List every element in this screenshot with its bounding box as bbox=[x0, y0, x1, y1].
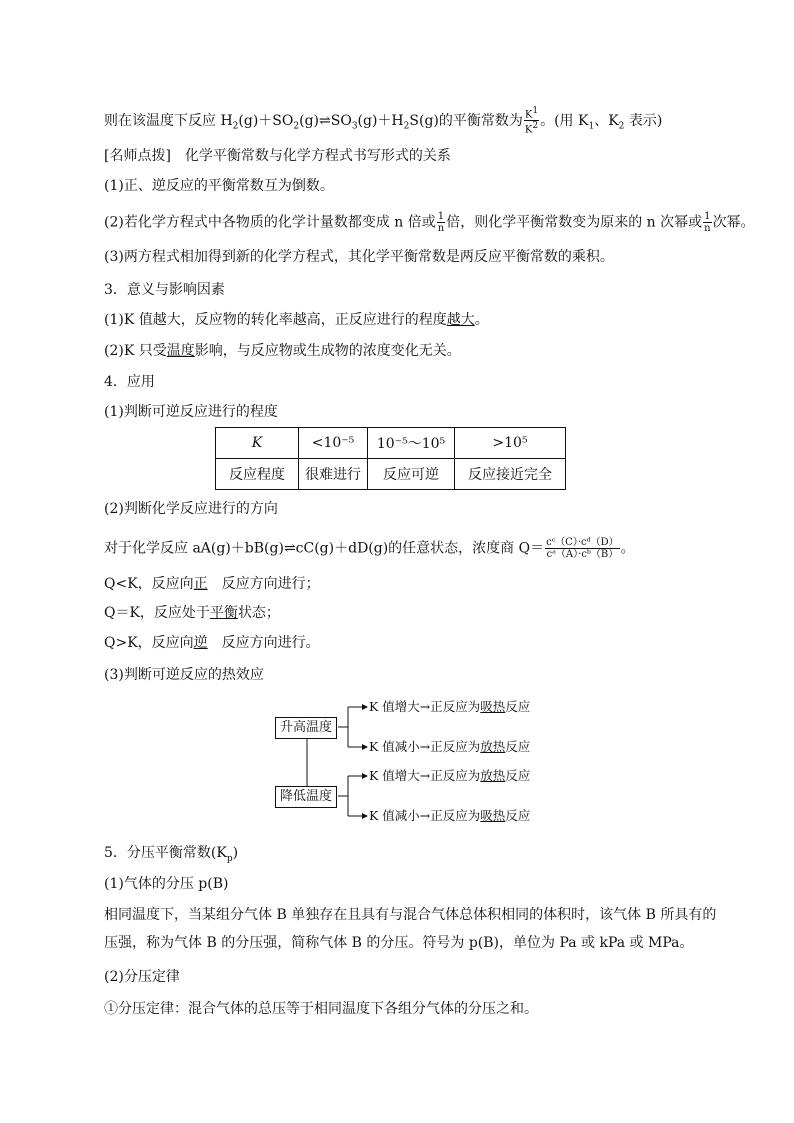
partial-pressure-2: (2)分压定律 bbox=[104, 969, 180, 985]
equilibrium-constant-line: 则在该温度下反应 $H_2(g)+SO_2(g)\rightleftharpoons SO_3(g)+H_2S(g)$的平衡常数为 $\frac{K1}{K2}$ 。(用 $K_1$、$K_2$ 表示) bbox=[104, 106, 663, 136]
section-5-heading: 5．分压平衡常数$(K_p)$ bbox=[104, 845, 239, 864]
concentration-quotient-line: 对于化学反应 aA(g)＋bB(g)⇌cC(g)＋dD(g)的任意状态，浓度商 Q＝ $\frac{\text{cᶜ（C）·cᵈ（D）}}{\text{cᵃ（A）·cᵇ（B）}}$ 。 bbox=[104, 537, 635, 560]
rule-3: (3)两方程式相加得到新的化学方程式，其化学平衡常数是两反应平衡常数的乘积。 bbox=[104, 249, 614, 265]
partial-pressure-law: ①分压定律：混合气体的总压等于相同温度下各组分气体的分压之和。 bbox=[104, 1001, 538, 1017]
direction-1: Q<K，反应向正 反应方向进行； bbox=[104, 576, 320, 592]
branch-3: K 值增大→正反应为放热反应 bbox=[369, 768, 531, 783]
direction-3: Q>K，反应向逆 反应方向进行。 bbox=[104, 635, 320, 651]
quotient-fraction: $\frac{\text{cᶜ（C）·cᵈ（D）}}{\text{cᵃ（A）·cᵇ（B）}}$ bbox=[546, 537, 619, 560]
section-4-heading: 4．应用 bbox=[104, 374, 155, 390]
meaning-1: (1)K 值越大，反应物的转化率越高，正反应进行的程度越大。 bbox=[104, 312, 489, 328]
branch-4: K 值减小→正反应为吸热反应 bbox=[369, 808, 531, 823]
direction-2: Q＝K，反应处于平衡状态； bbox=[104, 605, 280, 621]
table-row: K <10⁻⁵ 10⁻⁵～10⁵ >10⁵ bbox=[216, 428, 566, 459]
application-2: (2)判断化学反应进行的方向 bbox=[104, 501, 278, 517]
branch-2: K 值减小→正反应为放热反应 bbox=[369, 739, 531, 754]
lower-temperature-box: 降低温度 bbox=[275, 786, 337, 808]
meaning-2: (2)K 只受温度影响，与反应物或生成物的浓度变化无关。 bbox=[104, 343, 461, 359]
table-row: 反应程度 很难进行 反应可逆 反应接近完全 bbox=[216, 459, 566, 490]
reversible-arrow-icon: ⇌ bbox=[319, 112, 331, 129]
partial-pressure-definition: 相同温度下，当某组分气体 B 单独存在且具有与混合气体总体积相同的体积时，该气体 B 所具有的压强，称为气体 B 的分压强，简称气体 B 的分压。符号为 p(B)，单位为 Pa 或 kPa 或 MPa。 bbox=[104, 907, 717, 951]
section-3-heading: 3．意义与影响因素 bbox=[104, 282, 225, 298]
application-3: (3)判断可逆反应的热效应 bbox=[104, 667, 264, 683]
application-1: (1)判断可逆反应进行的程度 bbox=[104, 404, 278, 420]
tip-heading: [名师点拨] 化学平衡常数与化学方程式书写形式的关系 bbox=[104, 148, 451, 164]
rule-2: (2)若化学方程式中各物质的化学计量数都变成 n 倍或 $\frac{1}{n}$ 倍，则化学平衡常数变为原来的 n 次幂或 $\frac{1}{n}$ 次幂。 bbox=[104, 211, 755, 234]
rule-1: (1)正、逆反应的平衡常数互为倒数。 bbox=[104, 178, 334, 194]
reversible-arrow-icon: ⇌ bbox=[283, 540, 296, 557]
raise-temperature-box: 升高温度 bbox=[275, 717, 337, 739]
partial-pressure-1: (1)气体的分压 p(B) bbox=[104, 876, 229, 892]
branch-1: K 值增大→正反应为吸热反应 bbox=[369, 699, 531, 714]
fraction-k1-k2: $\frac{K1}{K2}$ bbox=[524, 106, 539, 136]
